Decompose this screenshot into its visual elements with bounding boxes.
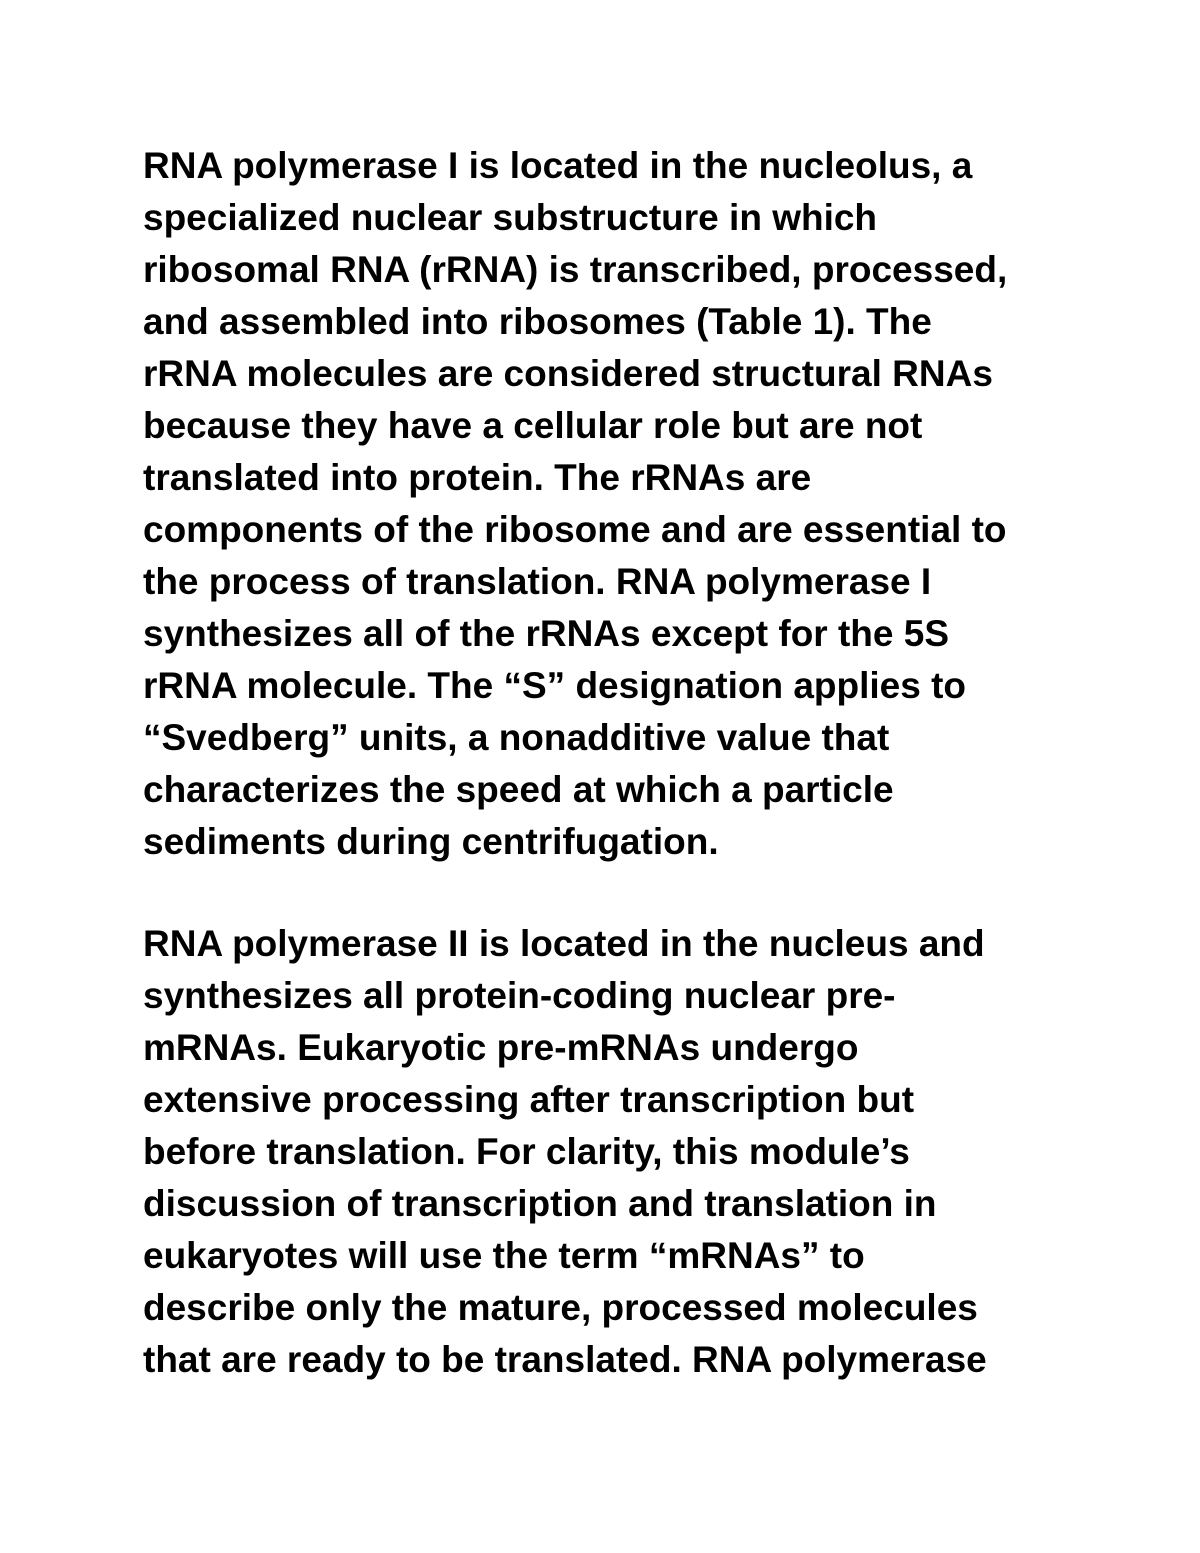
text-line: and assembled into ribosomes (Table 1). The bbox=[143, 301, 932, 342]
text-line: mRNAs. Eukaryotic pre-mRNAs undergo bbox=[143, 1027, 859, 1068]
text-line: rRNA molecules are considered structural RNAs bbox=[143, 353, 993, 394]
text-line: RNA polymerase I is located in the nucleolus, a bbox=[143, 145, 973, 186]
text-line: extensive processing after transcription but bbox=[143, 1079, 915, 1120]
text-line: translated into protein. The rRNAs are bbox=[143, 457, 812, 498]
paragraph-rna-polymerase-2 bbox=[143, 918, 1123, 1386]
text-line: because they have a cellular role but are not bbox=[143, 405, 923, 446]
text-line: rRNA molecule. The “S” designation applies to bbox=[143, 665, 967, 706]
text-line: synthesizes all of the rRNAs except for the 5S bbox=[143, 613, 950, 654]
text-line: RNA polymerase II is located in the nucleus and bbox=[143, 923, 985, 964]
text-line: that are ready to be translated. RNA polymerase bbox=[143, 1339, 987, 1380]
text-line: characterizes the speed at which a particle bbox=[143, 769, 894, 810]
text-line: “Svedberg” units, a nonadditive value that bbox=[143, 717, 890, 758]
text-line: specialized nuclear substructure in which bbox=[143, 197, 878, 238]
text-line: ribosomal RNA (rRNA) is transcribed, processed, bbox=[143, 249, 1008, 290]
text-line: describe only the mature, processed molecules bbox=[143, 1287, 978, 1328]
paragraph-rna-polymerase-1 bbox=[143, 140, 1123, 868]
text-line: eukaryotes will use the term “mRNAs” to bbox=[143, 1235, 865, 1276]
text-line: the process of translation. RNA polymerase I bbox=[143, 561, 932, 602]
text-line: sediments during centrifugation. bbox=[143, 821, 719, 862]
text-line: before translation. For clarity, this module’s bbox=[143, 1131, 910, 1172]
text-line: discussion of transcription and translation in bbox=[143, 1183, 937, 1224]
text-line: components of the ribosome and are essential to bbox=[143, 509, 1007, 550]
text-line: synthesizes all protein-coding nuclear pre- bbox=[143, 975, 896, 1016]
